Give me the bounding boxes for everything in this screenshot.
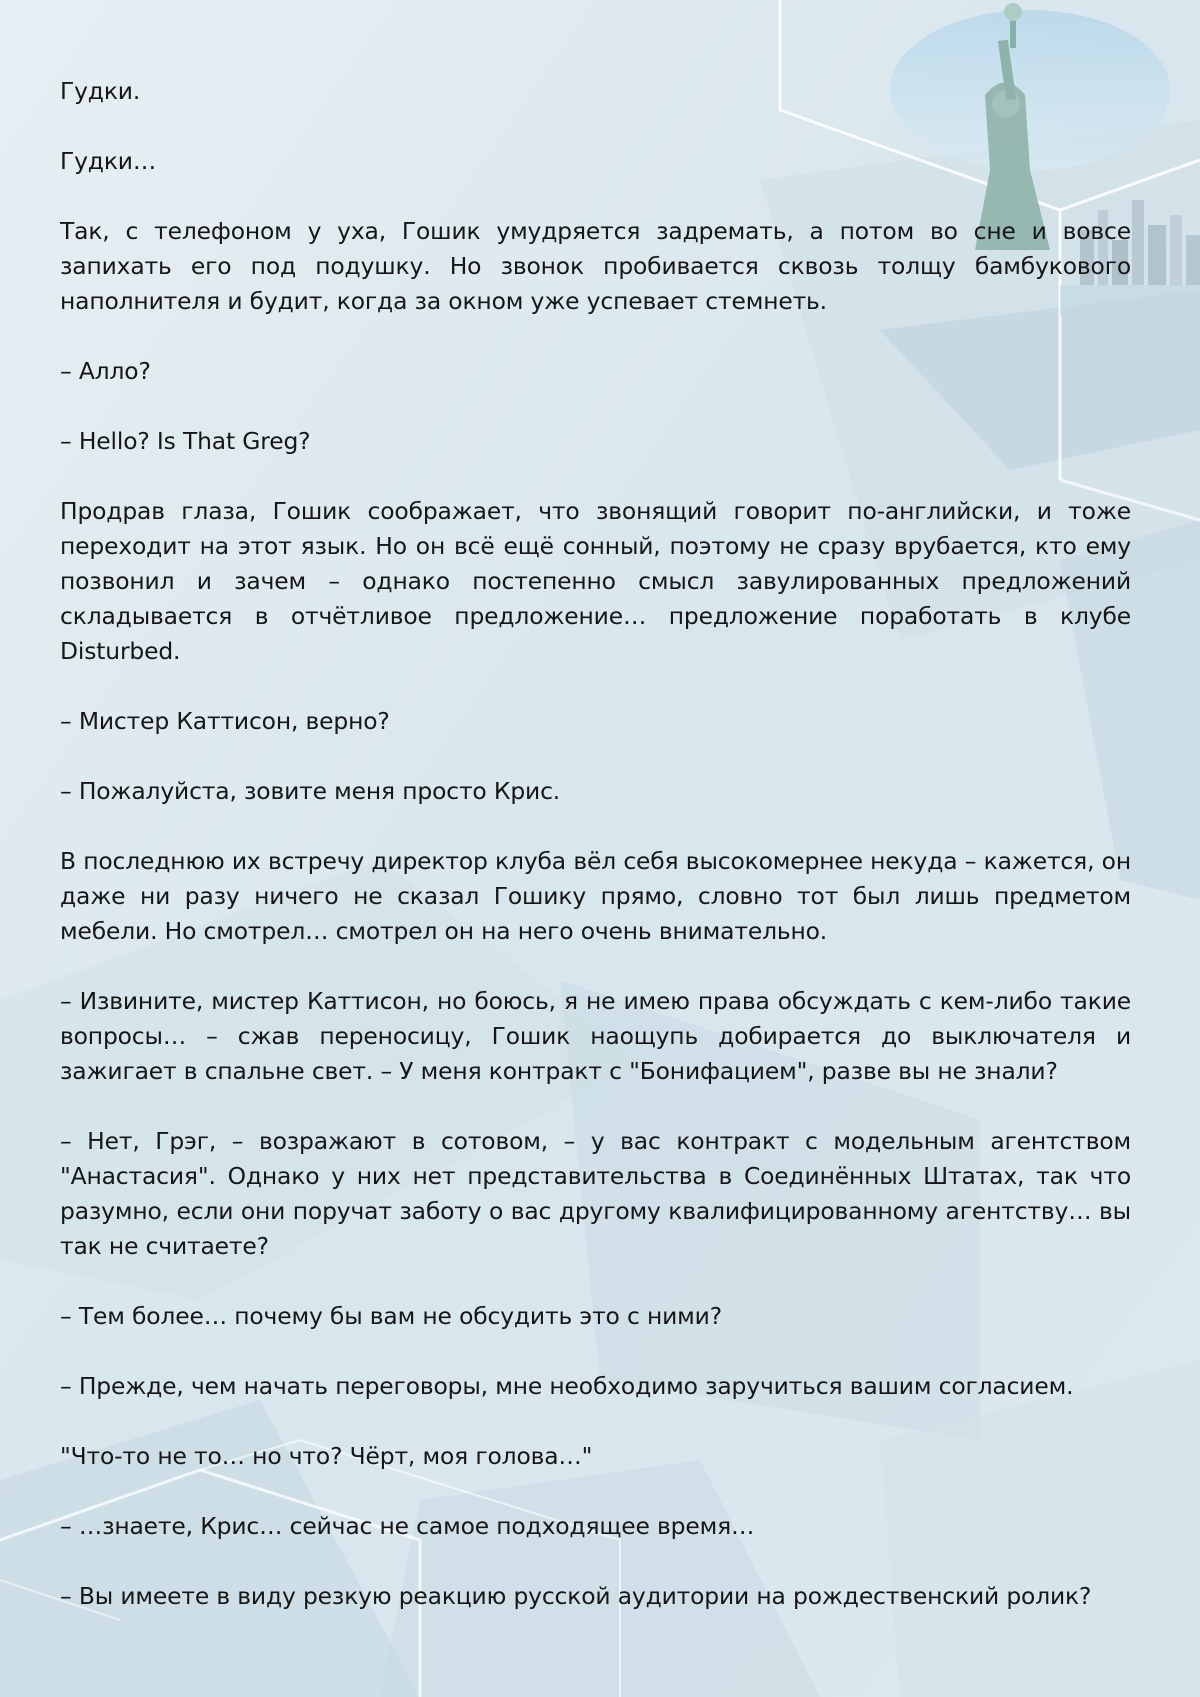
paragraph: – Мистер Каттисон, верно? <box>60 707 390 735</box>
paragraph: – …знаете, Крис… сейчас не самое подходящее время… <box>60 1512 755 1540</box>
paragraph: В последнюю их встречу директор клуба вёл себя высокомернее некуда – кажется, он даже ни разу ничего не сказал Гошику прямо, словно тот был лишь предметом мебели. Но смотрел… смотрел он на него очень внимательно. <box>60 847 1131 945</box>
paragraph: – Прежде, чем начать переговоры, мне необходимо заручиться вашим согласием. <box>60 1372 1074 1400</box>
paragraph: Продрав глаза, Гошик соображает, что звонящий говорит по-английски, и тоже переходит на этот язык. Но он всё ещё сонный, поэтому не сразу врубается, кто ему позвонил и зачем – однако постепенно смысл завулированных предложений складывается в отчётливое предложение… предложение поработать в клубе Disturbed. <box>60 497 1131 665</box>
paragraph: "Что-то не то… но что? Чёрт, моя голова…" <box>60 1442 593 1470</box>
paragraph: Гудки. <box>60 77 141 105</box>
paragraph: – Извините, мистер Каттисон, но боюсь, я не имею права обсуждать с кем-либо такие вопросы… – сжав переносицу, Гошик наощупь добирается до выключателя и зажигает в спальне свет. – У меня контракт с "Бонифацием", разве вы не знали? <box>60 987 1131 1085</box>
paragraph: – Вы имеете в виду резкую реакцию русской аудитории на рождественский ролик? <box>60 1582 1092 1610</box>
paragraph: Так, с телефоном у уха, Гошик умудряется задремать, а потом во сне и вовсе запихать его под подушку. Но звонок пробивается сквозь толщу бамбукового наполнителя и будит, когда за окном уже успевает стемнеть. <box>60 217 1131 315</box>
document-body <box>60 74 1131 1614</box>
paragraph: – Тем более… почему бы вам не обсудить это с ними? <box>60 1302 722 1330</box>
paragraph: – Алло? <box>60 357 151 385</box>
paragraph: Гудки… <box>60 147 157 175</box>
paragraph: – Пожалуйста, зовите меня просто Крис. <box>60 777 561 805</box>
paragraph: – Нет, Грэг, – возражают в сотовом, – у вас контракт с модельным агентством "Анастасия". Однако у них нет представительства в Соединённых Штатах, так что разумно, если они поручат заботу о вас другому квалифицированному агентству… вы так не считаете? <box>60 1127 1131 1260</box>
paragraph: – Hello? Is That Greg? <box>60 427 311 455</box>
